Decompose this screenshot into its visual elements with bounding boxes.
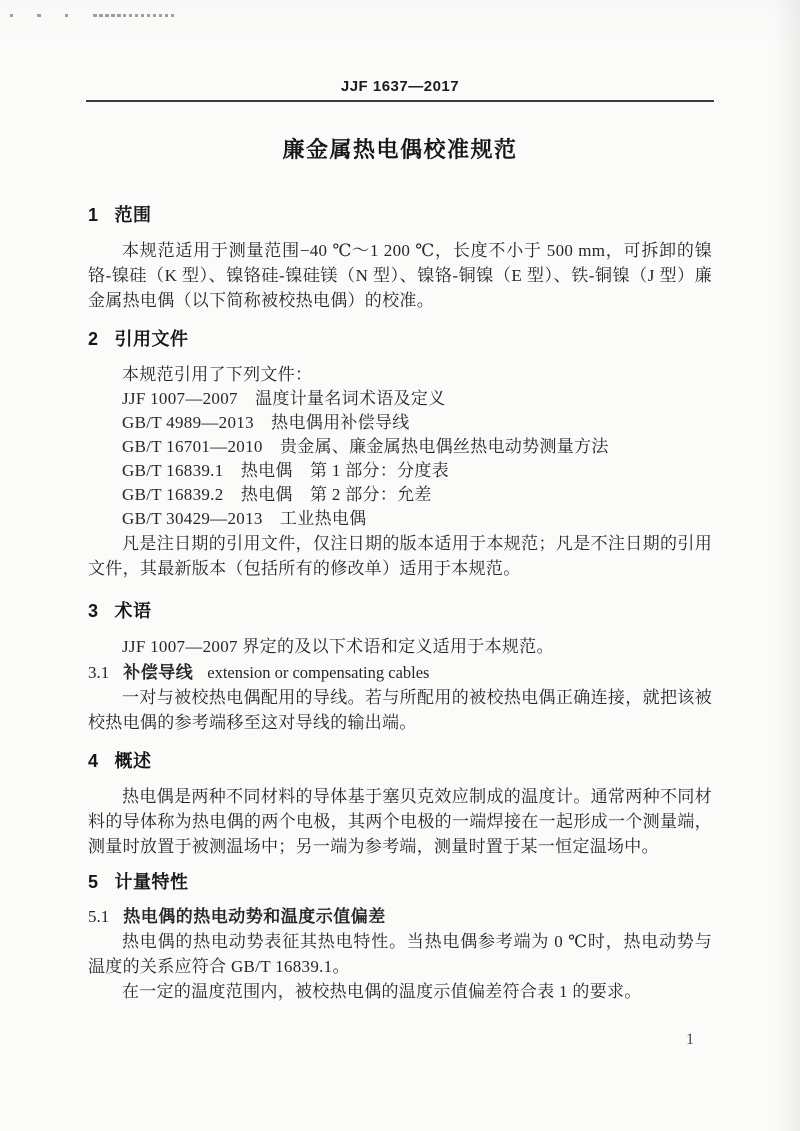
paragraph: 一对与被校热电偶配用的导线。若与所配用的被校热电偶正确连接，就把该被校热电偶的参考端移至这对导线的输出端。	[88, 688, 712, 732]
section-title-text: 计量特性	[114, 872, 189, 892]
section-title-text: 概述	[114, 751, 152, 771]
scan-dots-group-dense	[93, 14, 174, 17]
section-number: 4	[88, 751, 99, 771]
section-number: 5	[88, 872, 99, 892]
subsection-heading	[88, 661, 712, 685]
scan-dot	[159, 14, 162, 17]
reference-item: GB/T 16701—2010 贵金属、廉金属热电偶丝热电动势测量方法	[122, 437, 609, 456]
scan-dot	[65, 14, 68, 17]
subsection-term: 补偿导线	[123, 663, 194, 682]
scan-dot	[165, 14, 168, 17]
reference-item: GB/T 4989—2013 热电偶用补偿导线	[122, 413, 410, 432]
paragraph: 本规范适用于测量范围−40 ℃～1 200 ℃，长度不小于 500 mm，可拆卸的镍铬-镍硅（K 型）、镍铬硅-镍硅镁（N 型）、镍铬-铜镍（E 型）、铁-铜镍（J 型）廉金属热电偶（以下简称被校热电偶）的校准。	[88, 241, 712, 310]
section-heading	[88, 750, 712, 772]
section-title-text: 术语	[114, 601, 152, 621]
scan-dot	[171, 14, 174, 17]
section-scope	[88, 204, 712, 313]
section-number: 1	[88, 205, 99, 225]
scan-dot	[111, 14, 114, 17]
paragraph: 热电偶的热电动势表征其热电特性。当热电偶参考端为 0 ℃时，热电动势与温度的关系应符合 GB/T 16839.1。	[88, 932, 712, 976]
scan-dot	[153, 14, 156, 17]
paragraph: 凡是注日期的引用文件，仅注日期的版本适用于本规范；凡是不注日期的引用文件，其最新版本（包括所有的修改单）适用于本规范。	[88, 534, 712, 578]
reference-item: GB/T 30429—2013 工业热电偶	[122, 509, 367, 528]
scan-dot	[129, 14, 132, 17]
section-number: 3	[88, 601, 99, 621]
paragraph: JJF 1007—2007 界定的及以下术语和定义适用于本规范。	[122, 637, 554, 656]
section-references	[88, 328, 712, 581]
section-heading	[88, 600, 712, 622]
subsection-number: 3.1	[88, 663, 110, 682]
scan-dot	[37, 14, 40, 17]
subsection-term-english: extension or compensating cables	[207, 663, 430, 682]
scan-dot	[117, 14, 120, 17]
page-title: 廉金属热电偶校准规范	[282, 137, 518, 162]
page-number: 1	[686, 1031, 694, 1048]
scan-dot	[93, 14, 96, 17]
scan-dots-strip	[10, 14, 174, 17]
subsection-number: 5.1	[88, 907, 110, 926]
section-title-text: 范围	[114, 205, 152, 225]
scan-dot	[141, 14, 144, 17]
scan-dot	[123, 14, 126, 17]
scan-dots-group-sparse	[10, 14, 68, 17]
scan-dot	[99, 14, 102, 17]
section-title-text: 引用文件	[114, 329, 189, 349]
paragraph: 热电偶是两种不同材料的导体基于塞贝克效应制成的温度计。通常两种不同材料的导体称为热电偶的两个电极，其两个电极的一端焊接在一起形成一个测量端，测量时放置于被测温场中；另一端为参考端，测量时置于某一恒定温场中。	[88, 787, 712, 856]
section-overview	[88, 750, 712, 859]
section-heading	[88, 871, 712, 893]
reference-item: GB/T 16839.1 热电偶 第 1 部分：分度表	[122, 461, 450, 480]
section-number: 2	[88, 329, 99, 349]
document-number-header: JJF 1637—2017	[340, 78, 460, 95]
references-list	[88, 387, 712, 531]
document-body	[88, 204, 712, 1004]
header-rule	[86, 100, 714, 102]
scan-dot	[105, 14, 108, 17]
section-terminology	[88, 600, 712, 735]
section-heading	[88, 328, 712, 350]
reference-item: GB/T 16839.2 热电偶 第 2 部分：允差	[122, 485, 432, 504]
paragraph: 在一定的温度范围内，被校热电偶的温度示值偏差符合表 1 的要求。	[122, 982, 642, 1001]
paragraph: 本规范引用了下列文件：	[122, 365, 313, 384]
scan-dot	[135, 14, 138, 17]
section-heading	[88, 204, 712, 226]
subsection-heading	[88, 905, 712, 929]
scan-dot	[147, 14, 150, 17]
section-metrological-characteristics	[88, 871, 712, 1004]
scan-dot	[10, 14, 13, 17]
reference-item: JJF 1007—2007 温度计量名词术语及定义	[122, 389, 446, 408]
subsection-term: 热电偶的热电动势和温度示值偏差	[123, 907, 386, 926]
